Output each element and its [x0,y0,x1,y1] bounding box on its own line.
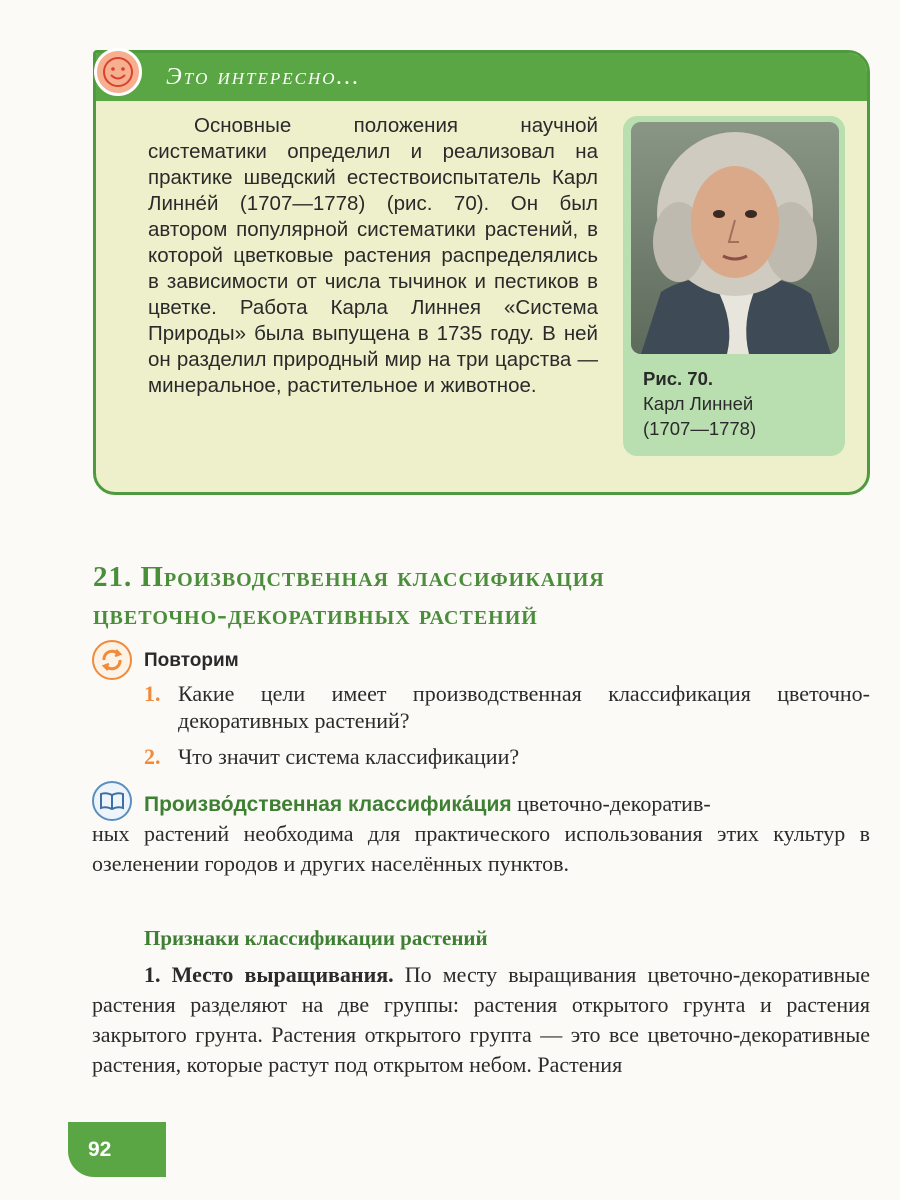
definition-text-start: цветочно-декоратив- [511,791,711,816]
question-number: 2. [144,744,161,769]
definition-text-rest: ных растений необходима для практического использования этих культур в озеленении городов и других населённых пунктов. [92,821,870,876]
figure-caption-name: Карл Линней [643,393,754,414]
interesting-box-paragraph: Основные положения научной систематики определил и реализовал на практике шведский естествоиспытатель Карл Линне́й (1707—1778) (рис. 70). Он был автором популярной систематики растений, в которой цветковые растения распределялись в зависимости от числа тычинок и пестиков в цветке. Работа Карла Линнея «Система Природы» была выпущена в 1735 году. В ней он разделил природный мир на три царства — минеральное, растительное и животное. [148,114,598,397]
page-number: 92 [68,1122,166,1177]
interesting-box-header [96,53,867,101]
repeat-icon [92,640,132,680]
figure-70 [623,116,845,456]
body-lead: 1. Место выращивания. [144,962,394,987]
linnaeus-portrait [631,122,839,354]
figure-caption [643,366,843,441]
section-title [93,558,813,634]
question-item [144,680,870,734]
definition-term: Произво́дственная классифика́ция [144,793,512,816]
section-title-line1: 21. Производственная классификация [93,561,605,593]
question-number: 1. [144,681,161,706]
question-item [144,743,870,770]
body-text: По месту выращивания цветочно-декоративные растения разделяют на две группы: растения открытого грунта и растения закрытого грунта. Растения открытого групта — это все цветочно-декоративные растения, которые растут под открытом небом. Растения [92,962,870,1077]
linnaeus-portrait-icon [631,122,839,354]
subsection-heading: Признаки классификации растений [144,926,488,950]
question-text: Какие цели имеет производственная классификация цветочно-декоративных растений? [178,681,870,733]
body-paragraph [92,960,870,1080]
figure-caption-years: (1707—1778) [643,418,757,439]
question-text: Что значит система классификации? [178,744,520,769]
interesting-box-title: Это интересно... [166,64,361,90]
figure-label: Рис. 70. [643,368,713,389]
section-title-line2: цветочно-декоративных растений [93,599,538,631]
repeat-questions [144,680,870,779]
interesting-box [93,50,870,495]
interesting-box-text [148,113,598,399]
definition-first-line [144,789,870,820]
book-icon [92,781,132,821]
repeat-label: Повторим [144,650,239,671]
smiley-icon [94,48,142,96]
